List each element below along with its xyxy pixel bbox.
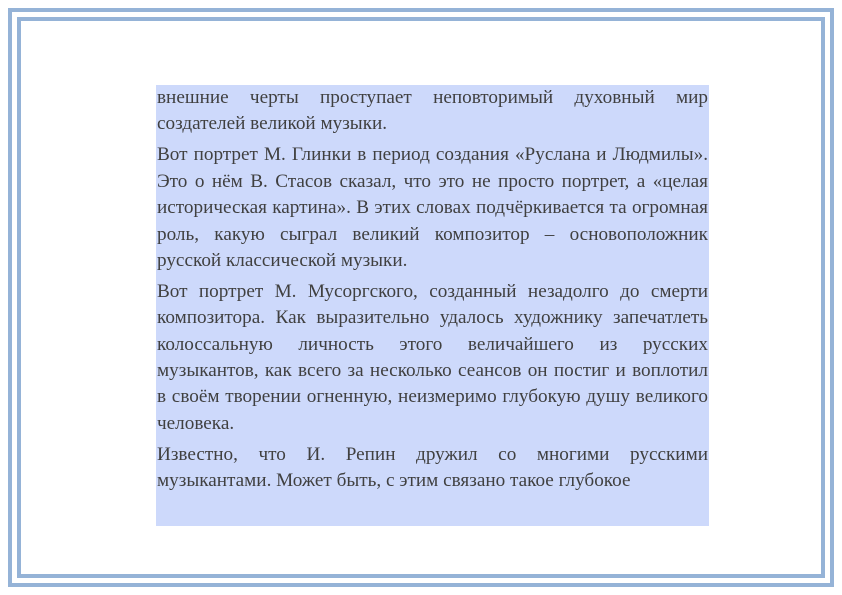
slide-text-box[interactable]: [156, 85, 709, 526]
paragraph-2: Вот портрет М. Глинки в период создания «Руслана и Людмилы». Это о нём В. Стасов сказал, что это не просто портрет, а «целая историческая картина». В этих словах подчёркивается та огромная роль, какую сыграл великий композитор – основоположник русской классической музыки.: [157, 144, 708, 271]
paragraph-1: внешние черты проступает неповторимый духовный мир создателей великой музыки.: [157, 87, 708, 135]
paragraph-3: Вот портрет М. Мусоргского, созданный незадолго до смерти композитора. Как выразительно удалось художнику запечатлеть колоссальную личность этого величайшего из русских музыкантов, как всего за несколько сеансов он постиг и воплотил в своём творении огненную, неизмеримо глубокую душу великого человека.: [157, 280, 708, 434]
paragraph-4: Известно, что И. Репин дружил со многими русскими музыкантами. Может быть, с этим связано такое глубокое: [157, 443, 708, 492]
